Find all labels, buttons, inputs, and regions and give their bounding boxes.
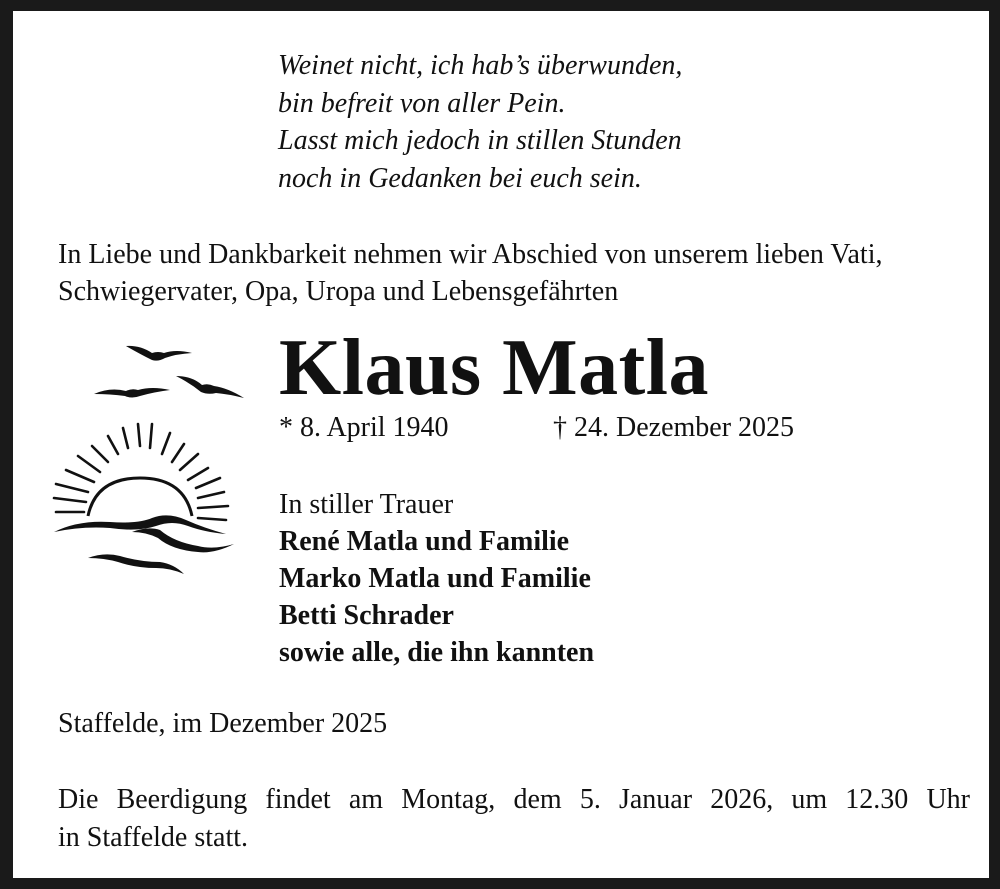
sun-rays-icon xyxy=(54,424,228,520)
bird-icon xyxy=(94,388,170,398)
death-date: † 24. Dezember 2025 xyxy=(553,412,795,443)
bird-icon xyxy=(176,376,244,398)
mourner-name: sowie alle, die ihn kannten xyxy=(279,637,595,668)
farewell-intro xyxy=(58,236,978,310)
intro-line: In Liebe und Dankbarkeit nehmen wir Abschied von unserem lieben Vati, xyxy=(58,239,883,270)
funeral-line: Die Beerdigung findet am Montag, dem 5. Januar 2026, um 12.30 Uhr xyxy=(58,784,970,815)
poem-line: Weinet nicht, ich hab’s überwunden, xyxy=(278,50,683,81)
memorial-poem xyxy=(278,47,838,197)
mourner-name: Marko Matla und Familie xyxy=(279,563,591,594)
poem-line: noch in Gedanken bei euch sein. xyxy=(278,162,642,194)
intro-line: Schwiegervater, Opa, Uropa und Lebensgefährten xyxy=(58,276,619,307)
hills-icon xyxy=(54,515,234,574)
bird-flock-icon xyxy=(94,346,244,398)
poem-line: bin befreit von aller Pein. xyxy=(278,87,566,119)
sun-arc-icon xyxy=(88,478,192,516)
funeral-info xyxy=(58,781,970,857)
funeral-line: in Staffelde statt. xyxy=(58,822,248,853)
bird-icon xyxy=(126,346,192,361)
place-and-date: Staffelde, im Dezember 2025 xyxy=(58,708,388,739)
mourning-heading: In stiller Trauer xyxy=(279,489,454,520)
mourners-list xyxy=(279,486,594,671)
sunset-birds-icon xyxy=(48,336,258,586)
birth-date: * 8. April 1940 xyxy=(279,412,449,443)
mourner-name: René Matla und Familie xyxy=(279,526,570,557)
deceased-name: Klaus Matla xyxy=(279,324,709,412)
mourner-name: Betti Schrader xyxy=(279,600,454,631)
poem-line: Lasst mich jedoch in stillen Stunden xyxy=(278,125,682,156)
